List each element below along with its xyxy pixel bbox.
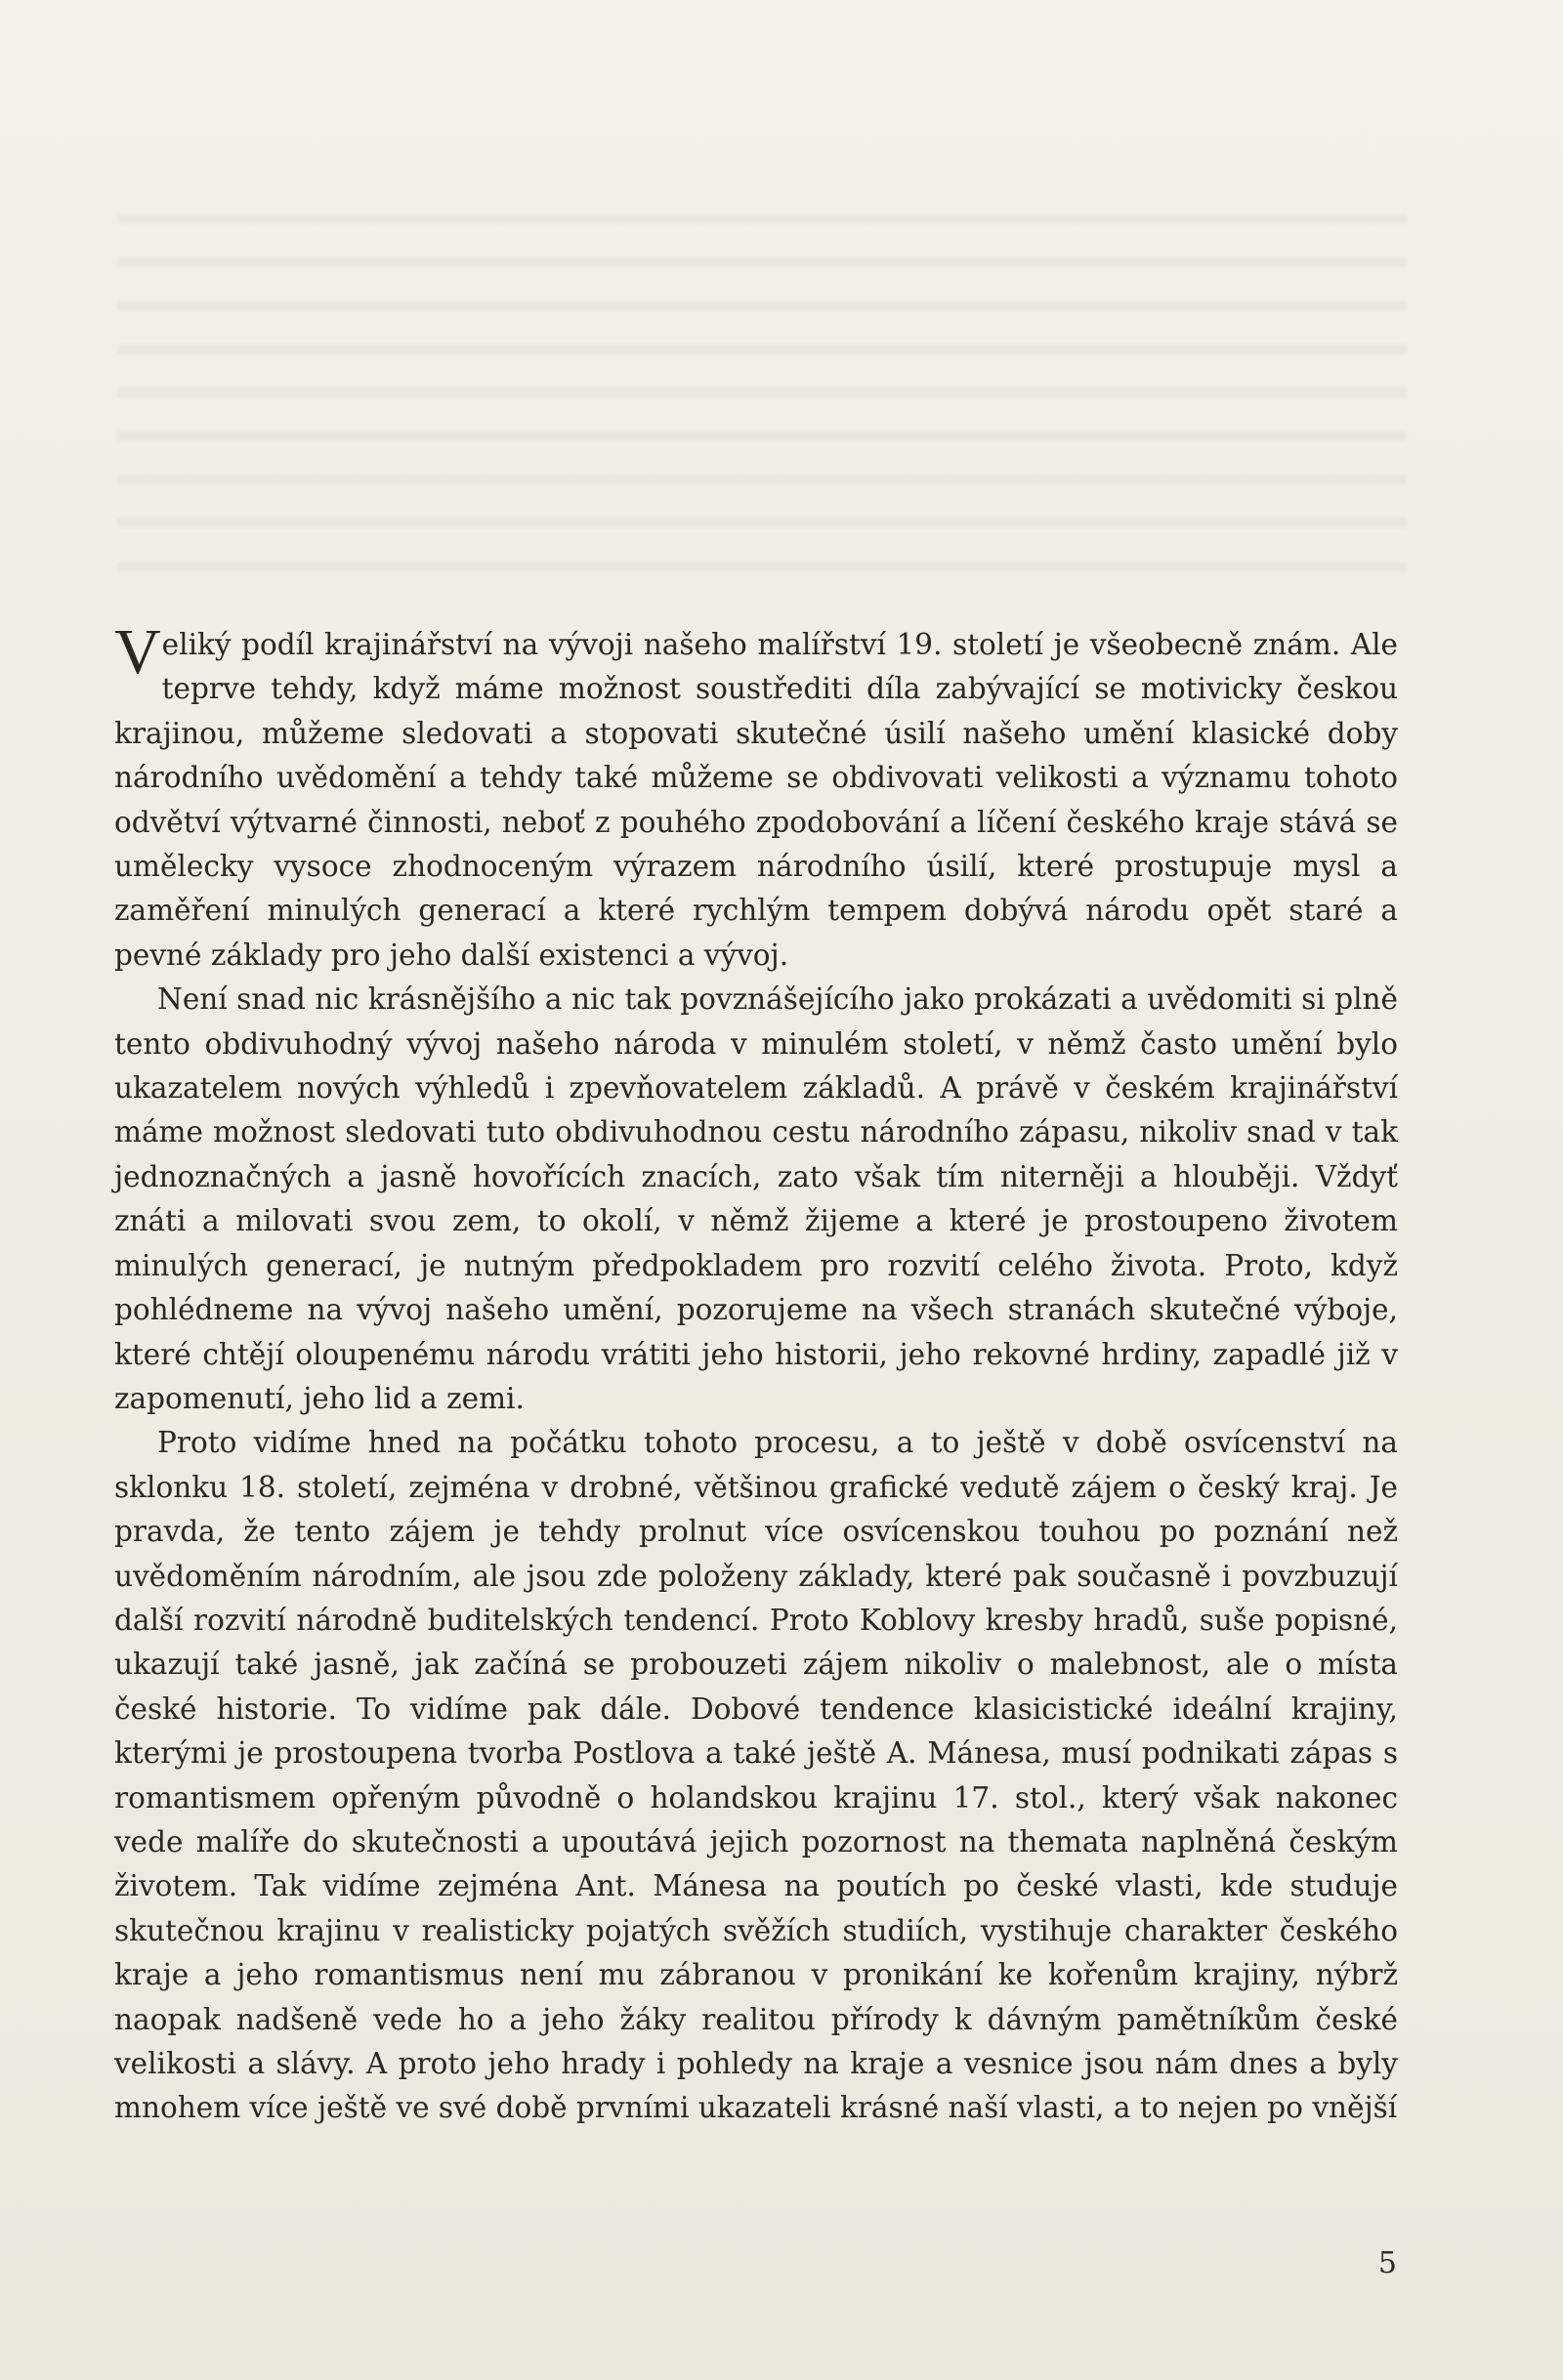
paragraph-2: Není snad nic krásnějšího a nic tak povznášejícího jako prokázati a uvědomiti si plně tento obdivuhodný vývoj našeho národa v minulém století, v němž často umění bylo ukazatelem nových výhledů i zpevňovatelem základů. A právě v českém krajinářství máme možnost sledovati tuto obdivuhodnou cestu národního zápasu, nikoliv snad v tak jednoznačných a jasně hovořících znacích, zato však tím niterněji a hlouběji. Vždyť znáti a milovati svou zem, to okolí, v němž žijeme a které je prostoupeno životem minulých generací, je nutným předpokladem pro rozvití celého života. Proto, když pohlédneme na vývoj našeho umění, pozorujeme na všech stranách skutečné výboje, které chtějí oloupenému národu vrátiti jeho historii, jeho rekovné hrdiny, zapadlé již v zapomenutí, jeho lid a zemi. <box>114 982 1398 1415</box>
paragraph-1-text: eliký podíl krajinářství na vývoji našeho malířství 19. století je všeobecně znám. Ale teprve tehdy, když máme možnost soustřediti díla zabývající se motivicky českou krajinou, můžeme sledovati a stopovati skutečné úsilí našeho umění klasické doby národního uvědomění a tehdy také můžeme se obdivovati velikosti a významu tohoto odvětví výtvarné činnosti, neboť z pouhého zpodobování a líčení českého kraje stává se umělecky vysoce zhodnoceným výrazem národního úsilí, které prostupuje mysl a zaměření minulých generací a které rychlým tempem dobývá národu opět staré a pevné základy pro jeho další existenci a vývoj. <box>114 628 1398 972</box>
page-number: 5 <box>1377 2246 1397 2280</box>
drop-cap: V <box>114 616 161 688</box>
paragraph-1 <box>114 616 1398 978</box>
paragraph-3: Proto vidíme hned na počátku tohoto procesu, a to ještě v době osvícenství na sklonku 18. století, zejména v drobné, většinou grafické vedutě zájem o český kraj. Je pravda, že tento zájem je tehdy prolnut více osvícenskou touhou po poznání než uvědoměním národním, ale jsou zde položeny základy, které pak současně i povzbuzují další rozvití národně buditelských tendencí. Proto Koblovy kresby hradů, suše popisné, ukazují také jasně, jak začíná se probouzeti zájem nikoliv o malebnost, ale o místa české historie. To vidíme pak dále. Dobové tendence klasicistické ideální krajiny, kterými je prostoupena tvorba Postlova a také ještě A. Mánesa, musí podnikati zápas s romantismem opřeným původně o holandskou krajinu 17. stol., který však nakonec vede malíře do skutečnosti a upoutává jejich pozornost na themata naplněná českým životem. Tak vidíme zejména Ant. Mánesa na poutích po české vlasti, kde studuje skutečnou krajinu v realisticky pojatých svěžích studiích, vystihuje charakter českého kraje a jeho romantismus není mu zábranou v pronikání ke kořenům krajiny, nýbrž naopak nadšeně vede ho a jeho žáky realitou přírody k dávným pamětníkům české velikosti a slávy. A proto jeho hrady i pohledy na kraje a vesnice jsou nám dnes a byly mnohem více ještě ve své době prvními ukazateli krásné naší vlasti, a to nejen po vnější <box>114 1426 1398 2125</box>
body-text <box>114 616 1398 2131</box>
show-through-shadow <box>117 186 1407 596</box>
